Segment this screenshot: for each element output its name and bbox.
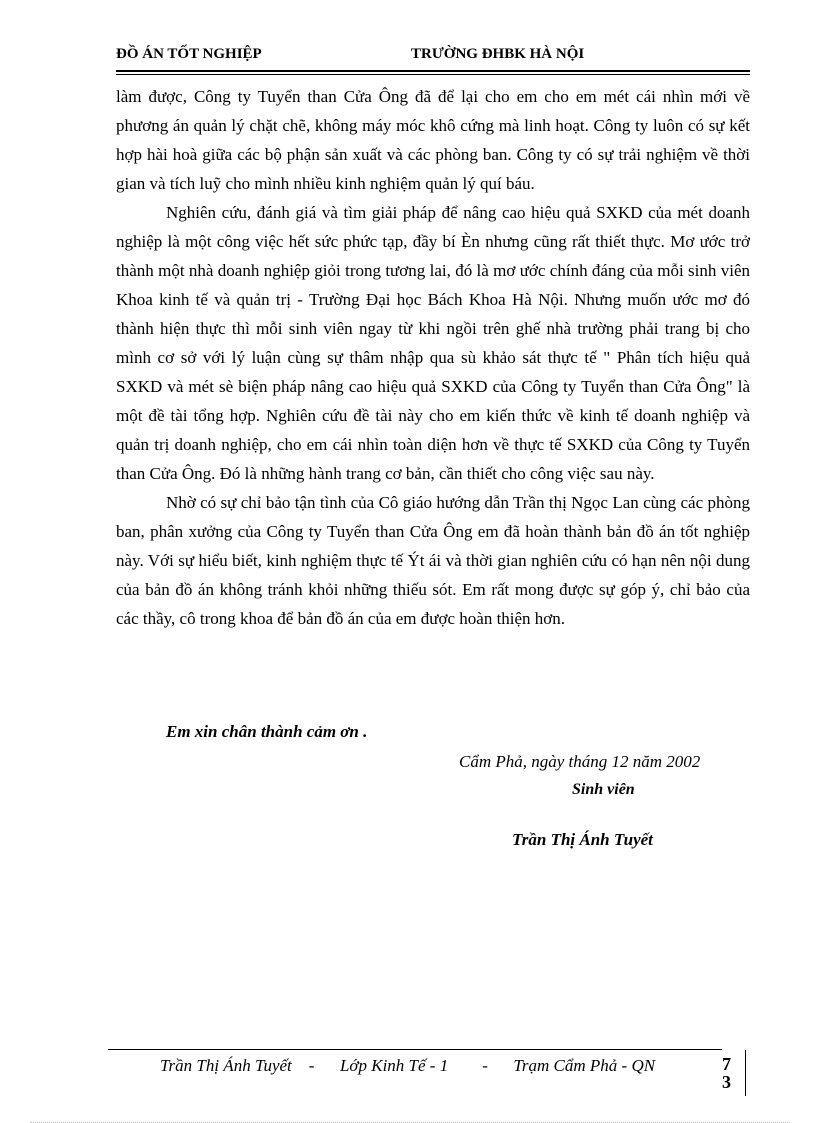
- paragraph-3: Nhờ có sự chỉ bảo tận tình của Cô giáo hướng dẫn Trần thị Ngọc Lan cùng các phòng ban, phân xưởng của Công ty Tuyển than Cửa Ông em đã hoàn thành bản đồ án tốt nghiệp này. Với sự hiểu biết, kinh nghiệm thực tế Ýt ái và thời gian nghiên cứu có hạn nên nội dung của bản đồ án không tránh khỏi những thiếu sót. Em rất mong được sự góp ý, chỉ bảo của các thầy, cô trong khoa để bản đồ án của em được hoàn thiện hơn.: [116, 493, 750, 628]
- footer-rule: [108, 1049, 722, 1050]
- footer-place: Trạm Cẩm Phả - QN: [513, 1056, 656, 1075]
- signature-role: Sinh viên: [572, 781, 635, 798]
- footer-separator: -: [482, 1056, 488, 1075]
- paragraph-1: làm được, Công ty Tuyển than Cửa Ông đã để lại cho em cho em mét cái nhìn mới về phương án quản lý chặt chẽ, không máy móc khô cứng mà linh hoạt. Công ty luôn có sự kết hợp hài hoà giữa các bộ phận sản xuất và các phòng ban. Công ty có sự trải nghiệm về thời gian và tích luỹ cho mình nhiều kinh nghiệm quản lý quí báu.: [116, 87, 750, 193]
- signature-name: Trần Thị Ánh Tuyết: [512, 830, 653, 849]
- page-number-top: 7: [722, 1054, 731, 1074]
- page-number-divider: [745, 1050, 746, 1096]
- date-line: Cẩm Phả, ngày tháng 12 năm 2002: [459, 752, 701, 771]
- paragraph-2: Nghiên cứu, đánh giá và tìm giải pháp để nâng cao hiệu quả SXKD của mét doanh nghiệp là một công việc hết sức phức tạp, đầy bí Èn nhưng cũng rất thiết thực. Mơ ước trở thành một nhà doanh nghiệp giỏi trong tương lai, đó là mơ ước chính đáng của mỗi sinh viên Khoa kinh tế và quản trị - Trường Đại học Bách Khoa Hà Nội. Nhưng muốn ước mơ đó thành hiện thực thì mỗi sinh viên ngay từ khi ngồi trên ghế nhà trường phải trang bị cho mình cơ sở với lý luận cùng sự thâm nhập qua sù khảo sát thực tế " Phân tích hiệu quả SXKD và mét sè biện pháp nâng cao hiệu quả SXKD của Công ty Tuyển than Cửa Ông" là một đề tài tổng hợp. Nghiên cứu đề tài này cho em kiến thức về kinh tế doanh nghiệp và quản trị doanh nghiệp, cho em cái nhìn toàn diện hơn về thực tế SXKD của Công ty Tuyển than Cửa Ông. Đó là những hành trang cơ bản, cần thiết cho công việc sau này.: [116, 203, 750, 483]
- header-rule-thin: [116, 74, 750, 75]
- header-right-title: TRƯỜNG ĐHBK HÀ NỘI: [411, 46, 585, 62]
- page-footer: [160, 1056, 655, 1076]
- document-body: [116, 82, 750, 633]
- footer-separator: -: [308, 1056, 315, 1075]
- page-header: [116, 46, 750, 70]
- footer-author: Trần Thị Ánh Tuyết: [160, 1056, 292, 1075]
- header-left-title: ĐỒ ÁN TỐT NGHIỆP: [116, 46, 262, 62]
- footer-class: Lớp Kinh Tế - 1: [339, 1056, 449, 1075]
- page-number-bottom: 3: [722, 1072, 731, 1092]
- thanks-line: Em xin chân thành cảm ơn .: [166, 722, 368, 741]
- header-rule-thick: [116, 70, 750, 72]
